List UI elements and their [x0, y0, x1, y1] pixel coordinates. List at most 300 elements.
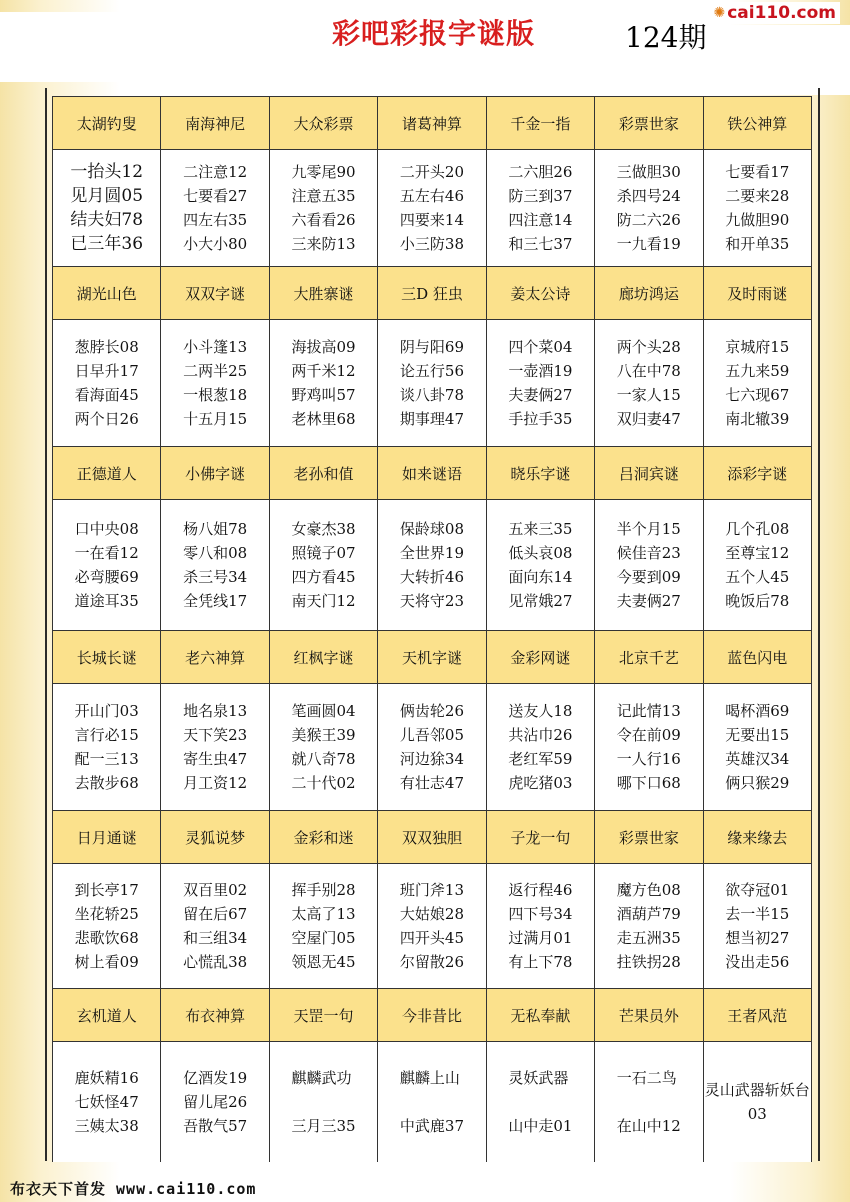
column-name-cell: 诸葛神算 [378, 97, 486, 150]
header-row [53, 631, 812, 684]
prediction-line: 京城府15 [725, 338, 790, 356]
prediction-line: 一根葱18 [183, 386, 248, 404]
prediction-cell [703, 864, 811, 989]
prediction-line: 七妖怪47 [74, 1093, 139, 1111]
column-name-cell: 湖光山色 [53, 267, 161, 320]
prediction-lines [400, 160, 464, 256]
prediction-cell [703, 320, 811, 447]
column-name-cell: 如来谜语 [378, 447, 486, 500]
prediction-line: 见常娥27 [508, 592, 573, 610]
prediction-cell [53, 150, 161, 267]
header-row [53, 267, 812, 320]
prediction-line: 四开头45 [399, 929, 465, 947]
prediction-cell [486, 864, 594, 989]
prediction-line: 手拉手35 [508, 410, 573, 428]
prediction-lines [617, 1066, 681, 1138]
header-row [53, 989, 812, 1042]
prediction-line: 魔方色08 [616, 881, 681, 899]
prediction-cell [161, 864, 269, 989]
watermark [709, 2, 840, 24]
prediction-line: 走五洲35 [616, 929, 681, 947]
prediction-lines [400, 878, 464, 974]
prediction-line: 十五月15 [183, 410, 248, 428]
prediction-line: 天下笑23 [183, 726, 248, 744]
prediction-lines [704, 1078, 811, 1126]
prediction-line: 夫妻俩27 [616, 592, 681, 610]
prediction-line: 心慌乱38 [183, 953, 248, 971]
column-name-cell: 铁公神算 [703, 97, 811, 150]
prediction-line: 开山门03 [74, 702, 139, 720]
column-name-cell: 王者风范 [703, 989, 811, 1042]
prediction-line: 去一半15 [725, 905, 790, 923]
prediction-line: 班门斧13 [399, 881, 465, 899]
prediction-line: 三月三35 [291, 1117, 356, 1135]
prediction-line: 二要来28 [725, 187, 790, 205]
prediction-line: 一在看12 [74, 544, 139, 562]
prediction-lines [292, 335, 356, 431]
prediction-line: 谈八卦78 [399, 386, 465, 404]
prediction-line: 虎吃猪03 [508, 774, 573, 792]
column-name-cell: 大胜寨谜 [269, 267, 377, 320]
prediction-lines [508, 699, 572, 795]
header-row [53, 447, 812, 500]
header-row [53, 97, 812, 150]
column-name-cell: 南海神尼 [161, 97, 269, 150]
prediction-lines [617, 335, 681, 431]
prediction-line: 欲夺冠01 [725, 881, 790, 899]
prediction-line: 夫妻俩27 [508, 386, 573, 404]
prediction-line: 寄生虫47 [183, 750, 248, 768]
prediction-cell [595, 1042, 703, 1163]
prediction-line: 女豪杰38 [291, 520, 356, 538]
prediction-cell [269, 320, 377, 447]
header-row [53, 811, 812, 864]
prediction-line: 言行必15 [74, 726, 139, 744]
prediction-lines [508, 517, 572, 613]
column-name-cell: 子龙一句 [486, 811, 594, 864]
issue-number: 124期 [625, 21, 707, 54]
prediction-cell [378, 320, 486, 447]
prediction-line: 七要看27 [183, 187, 248, 205]
prediction-line: 四左右35 [183, 211, 248, 229]
prediction-line: 英雄汉34 [725, 750, 790, 768]
prediction-line: 保龄球08 [399, 520, 465, 538]
prediction-line: 哪下口68 [616, 774, 681, 792]
prediction-line: 中武鹿37 [399, 1117, 465, 1135]
prediction-line: 杀三号34 [183, 568, 248, 586]
prediction-lines [617, 160, 681, 256]
prediction-line: 美猴王39 [291, 726, 356, 744]
column-name-cell: 金彩和迷 [269, 811, 377, 864]
prediction-lines [75, 878, 139, 974]
prediction-line: 五九来59 [725, 362, 790, 380]
prediction-cell [703, 684, 811, 811]
prediction-line: 小三防38 [399, 235, 465, 253]
column-name-cell: 红枫字谜 [269, 631, 377, 684]
prediction-line: 小大小80 [183, 235, 248, 253]
prediction-cell [378, 1042, 486, 1163]
prediction-line: 记此情13 [616, 702, 681, 720]
prediction-line: 挥手别28 [291, 881, 356, 899]
prediction-line: 全世界19 [399, 544, 465, 562]
prediction-line: 一人行16 [616, 750, 681, 768]
sun-logo-icon: ✺ [713, 5, 726, 21]
column-name-cell: 三D 狂虫 [378, 267, 486, 320]
prediction-line: 见月圆05 [70, 186, 144, 206]
prediction-line: 四下号34 [508, 905, 573, 923]
prediction-line: 南北辙39 [725, 410, 790, 428]
prediction-line: 今要到09 [616, 568, 681, 586]
prediction-cell [161, 1042, 269, 1163]
footer-text: 布衣天下首发 www.cai110.com [10, 1180, 257, 1198]
prediction-line: 送友人18 [508, 702, 573, 720]
prediction-line: 必弯腰69 [74, 568, 139, 586]
prediction-line: 二注意12 [183, 163, 248, 181]
prediction-line: 老林里68 [291, 410, 356, 428]
prediction-line: 杀四号24 [616, 187, 681, 205]
prediction-line: 小斗篷13 [183, 338, 248, 356]
column-name-cell: 正德道人 [53, 447, 161, 500]
prediction-line: 尔留散26 [399, 953, 465, 971]
prediction-cell [486, 500, 594, 631]
prediction-line: 四注意14 [508, 211, 573, 229]
prediction-line: 儿吾邻05 [399, 726, 465, 744]
prediction-lines [400, 517, 464, 613]
prediction-line: 结夫妇78 [70, 210, 144, 230]
body-row [53, 684, 812, 811]
prediction-line: 领恩无45 [291, 953, 356, 971]
column-name-cell: 晓乐字谜 [486, 447, 594, 500]
body-row [53, 864, 812, 989]
prediction-lines [292, 699, 356, 795]
prediction-line: 和三七37 [508, 235, 573, 253]
column-name-cell: 姜太公诗 [486, 267, 594, 320]
column-name-cell: 小佛字谜 [161, 447, 269, 500]
prediction-line: 拄铁拐28 [616, 953, 681, 971]
prediction-cell [486, 320, 594, 447]
column-name-cell: 玄机道人 [53, 989, 161, 1042]
prediction-cell [595, 684, 703, 811]
column-name-cell: 日月通谜 [53, 811, 161, 864]
column-name-cell: 彩票世家 [595, 97, 703, 150]
prediction-line: 几个孔08 [725, 520, 790, 538]
prediction-line: 看海面45 [74, 386, 139, 404]
prediction-lines [617, 517, 681, 613]
prediction-line: 麒麟武功 [291, 1069, 352, 1087]
column-name-cell: 长城长谜 [53, 631, 161, 684]
prediction-line: 九零尾90 [291, 163, 356, 181]
prediction-lines [725, 878, 789, 974]
prediction-line [292, 1090, 356, 1114]
body-row [53, 320, 812, 447]
watermark-text: cai110.com [727, 3, 836, 23]
prediction-lines [75, 517, 139, 613]
prediction-lines [292, 878, 356, 974]
prediction-line: 配一三13 [74, 750, 139, 768]
prediction-line: 照镜子07 [291, 544, 356, 562]
prediction-cell [595, 500, 703, 631]
puzzle-table [52, 96, 812, 1162]
prediction-cell [703, 500, 811, 631]
column-name-cell: 天机字谜 [378, 631, 486, 684]
prediction-lines [183, 517, 247, 613]
prediction-cell [53, 684, 161, 811]
prediction-line: 杨八姐78 [183, 520, 248, 538]
prediction-line: 已三年36 [70, 234, 144, 254]
column-name-cell: 今非昔比 [378, 989, 486, 1042]
prediction-cell [269, 864, 377, 989]
prediction-line: 月工资12 [183, 774, 248, 792]
prediction-lines [183, 699, 247, 795]
prediction-cell [378, 500, 486, 631]
prediction-line: 论五行56 [399, 362, 465, 380]
prediction-cell [378, 150, 486, 267]
prediction-line: 山中走01 [508, 1117, 573, 1135]
prediction-line: 半个月15 [616, 520, 681, 538]
prediction-line: 吾散气57 [183, 1117, 248, 1135]
prediction-line: 五来三35 [508, 520, 573, 538]
prediction-cell [269, 684, 377, 811]
prediction-line: 留儿尾26 [183, 1093, 248, 1111]
prediction-line: 老红军59 [508, 750, 573, 768]
prediction-line: 晚饭后78 [725, 592, 790, 610]
prediction-line: 七六现67 [725, 386, 790, 404]
prediction-cell [269, 150, 377, 267]
page-title: 彩吧彩报字谜版 [332, 17, 536, 50]
prediction-line: 四方看45 [291, 568, 356, 586]
column-name-cell: 金彩网谜 [486, 631, 594, 684]
header-blank-left [0, 12, 272, 82]
prediction-line: 八在中78 [616, 362, 681, 380]
column-name-cell: 布衣神算 [161, 989, 269, 1042]
prediction-lines [183, 878, 247, 974]
prediction-lines [70, 160, 143, 256]
prediction-cell [703, 1042, 811, 1163]
prediction-cell [161, 150, 269, 267]
prediction-line: 俩只猴29 [725, 774, 790, 792]
prediction-line: 一壶酒19 [508, 362, 573, 380]
prediction-line: 河边狳34 [399, 750, 465, 768]
prediction-line: 过满月01 [508, 929, 573, 947]
prediction-cell [269, 1042, 377, 1163]
prediction-line: 到长亭17 [74, 881, 139, 899]
prediction-cell [486, 150, 594, 267]
prediction-line: 空屋门05 [291, 929, 356, 947]
prediction-lines [400, 1066, 464, 1138]
column-name-cell: 灵狐说梦 [161, 811, 269, 864]
prediction-line: 一石二鸟 [616, 1069, 677, 1087]
prediction-line: 有上下78 [508, 953, 573, 971]
prediction-line: 防二六26 [616, 211, 681, 229]
column-name-cell: 天罡一句 [269, 989, 377, 1042]
prediction-lines [725, 335, 789, 431]
prediction-cell [595, 320, 703, 447]
prediction-lines [75, 1066, 139, 1138]
prediction-line: 阴与阳69 [399, 338, 465, 356]
prediction-line [508, 1090, 572, 1114]
header-blank-right [705, 25, 850, 95]
prediction-line: 海拔高09 [291, 338, 356, 356]
prediction-line: 两个头28 [616, 338, 681, 356]
prediction-line: 葱脖长08 [74, 338, 139, 356]
prediction-line: 大姑娘28 [399, 905, 465, 923]
prediction-line [400, 1090, 464, 1114]
prediction-line: 俩齿轮26 [399, 702, 465, 720]
prediction-line: 注意五35 [291, 187, 356, 205]
prediction-line: 零八和08 [183, 544, 248, 562]
prediction-line: 低头哀08 [508, 544, 573, 562]
column-name-cell: 无私奉献 [486, 989, 594, 1042]
prediction-line: 野鸡叫57 [291, 386, 356, 404]
prediction-line: 两个日26 [74, 410, 139, 428]
prediction-line: 灵妖武器 [508, 1069, 569, 1087]
prediction-line: 口中央08 [74, 520, 139, 538]
column-name-cell: 老孙和值 [269, 447, 377, 500]
prediction-lines [725, 160, 789, 256]
prediction-line: 一九看19 [616, 235, 681, 253]
prediction-line: 七要看17 [725, 163, 790, 181]
prediction-lines [725, 517, 789, 613]
prediction-lines [400, 699, 464, 795]
prediction-line: 二开头20 [399, 163, 465, 181]
prediction-lines [508, 335, 572, 431]
column-name-cell: 双双字谜 [161, 267, 269, 320]
prediction-lines [75, 699, 139, 795]
column-name-cell: 廊坊鸿运 [595, 267, 703, 320]
prediction-lines [508, 160, 572, 256]
prediction-cell [595, 150, 703, 267]
prediction-line: 至尊宝12 [725, 544, 790, 562]
prediction-line: 全凭线17 [183, 592, 248, 610]
prediction-line: 鹿妖精16 [74, 1069, 139, 1087]
prediction-lines [725, 699, 789, 795]
prediction-line: 悲歌饮68 [74, 929, 139, 947]
prediction-cell [161, 684, 269, 811]
prediction-cell [703, 150, 811, 267]
prediction-lines [617, 699, 681, 795]
prediction-line: 六看看26 [291, 211, 356, 229]
prediction-cell [595, 864, 703, 989]
prediction-lines [292, 1066, 356, 1138]
column-name-cell: 彩票世家 [595, 811, 703, 864]
prediction-line: 一家人15 [616, 386, 681, 404]
column-name-cell: 北京千艺 [595, 631, 703, 684]
prediction-line: 五个人45 [725, 568, 790, 586]
column-name-cell: 太湖钓叟 [53, 97, 161, 150]
prediction-line: 无要出15 [725, 726, 790, 744]
prediction-line: 令在前09 [616, 726, 681, 744]
prediction-line: 天将守23 [399, 592, 465, 610]
prediction-line: 留在后67 [183, 905, 248, 923]
prediction-line: 在山中12 [616, 1117, 681, 1135]
prediction-line: 五左右46 [399, 187, 465, 205]
prediction-lines [183, 160, 247, 256]
prediction-line: 共沾巾26 [508, 726, 573, 744]
prediction-line: 三姨太38 [74, 1117, 139, 1135]
prediction-line [617, 1090, 681, 1114]
prediction-lines [75, 335, 139, 431]
prediction-line: 期事理47 [399, 410, 465, 428]
column-name-cell: 双双独胆 [378, 811, 486, 864]
prediction-lines [292, 160, 356, 256]
prediction-line: 南天门12 [291, 592, 356, 610]
column-name-cell: 大众彩票 [269, 97, 377, 150]
body-row [53, 500, 812, 631]
prediction-line: 去散步68 [74, 774, 139, 792]
prediction-line: 灵山武器斩妖台03 [704, 1081, 810, 1123]
prediction-line: 面向东14 [508, 568, 573, 586]
prediction-line: 两千米12 [291, 362, 356, 380]
prediction-line: 笔画圆04 [291, 702, 356, 720]
prediction-line: 坐花轿25 [74, 905, 139, 923]
prediction-line: 九做胆90 [725, 211, 790, 229]
column-name-cell: 吕洞宾谜 [595, 447, 703, 500]
body-row [53, 1042, 812, 1163]
prediction-line: 返行程46 [508, 881, 573, 899]
prediction-line: 和开单35 [725, 235, 790, 253]
prediction-line: 日早升17 [74, 362, 139, 380]
prediction-lines [292, 517, 356, 613]
column-name-cell: 及时雨谜 [703, 267, 811, 320]
prediction-cell [269, 500, 377, 631]
prediction-line: 道途耳35 [74, 592, 139, 610]
prediction-cell [161, 500, 269, 631]
prediction-cell [53, 320, 161, 447]
prediction-lines [400, 335, 464, 431]
prediction-line: 二两半25 [183, 362, 248, 380]
prediction-line: 三做胆30 [616, 163, 681, 181]
header-blank-mid [332, 55, 593, 87]
prediction-line: 酒葫芦79 [616, 905, 681, 923]
prediction-line: 麒麟上山 [399, 1069, 460, 1087]
prediction-line: 喝杯酒69 [725, 702, 790, 720]
prediction-lines [508, 878, 572, 974]
prediction-cell [53, 1042, 161, 1163]
prediction-cell [486, 1042, 594, 1163]
prediction-line: 地名泉13 [183, 702, 248, 720]
body-row [53, 150, 812, 267]
column-name-cell: 老六神算 [161, 631, 269, 684]
prediction-line: 树上看09 [74, 953, 139, 971]
prediction-line: 一抬头12 [70, 162, 144, 182]
prediction-lines [617, 878, 681, 974]
prediction-line: 双归妻47 [616, 410, 681, 428]
prediction-cell [161, 320, 269, 447]
prediction-line: 候佳音23 [616, 544, 681, 562]
column-name-cell: 蓝色闪电 [703, 631, 811, 684]
prediction-cell [53, 500, 161, 631]
prediction-line: 四要来14 [399, 211, 465, 229]
column-name-cell: 缘来缘去 [703, 811, 811, 864]
prediction-line: 大转折46 [399, 568, 465, 586]
prediction-cell [378, 684, 486, 811]
column-name-cell: 千金一指 [486, 97, 594, 150]
prediction-line: 和三组34 [183, 929, 248, 947]
prediction-line: 四个菜04 [508, 338, 573, 356]
prediction-lines [183, 1066, 247, 1138]
prediction-line: 双百里02 [183, 881, 248, 899]
prediction-line: 想当初27 [725, 929, 790, 947]
prediction-cell [486, 684, 594, 811]
prediction-line: 防三到37 [508, 187, 573, 205]
prediction-line: 亿酒发19 [183, 1069, 248, 1087]
column-name-cell: 芒果员外 [595, 989, 703, 1042]
prediction-lines [508, 1066, 572, 1138]
prediction-line: 没出走56 [725, 953, 790, 971]
prediction-line: 二六胆26 [508, 163, 573, 181]
prediction-line: 有壮志47 [399, 774, 465, 792]
prediction-line: 二十代02 [291, 774, 356, 792]
